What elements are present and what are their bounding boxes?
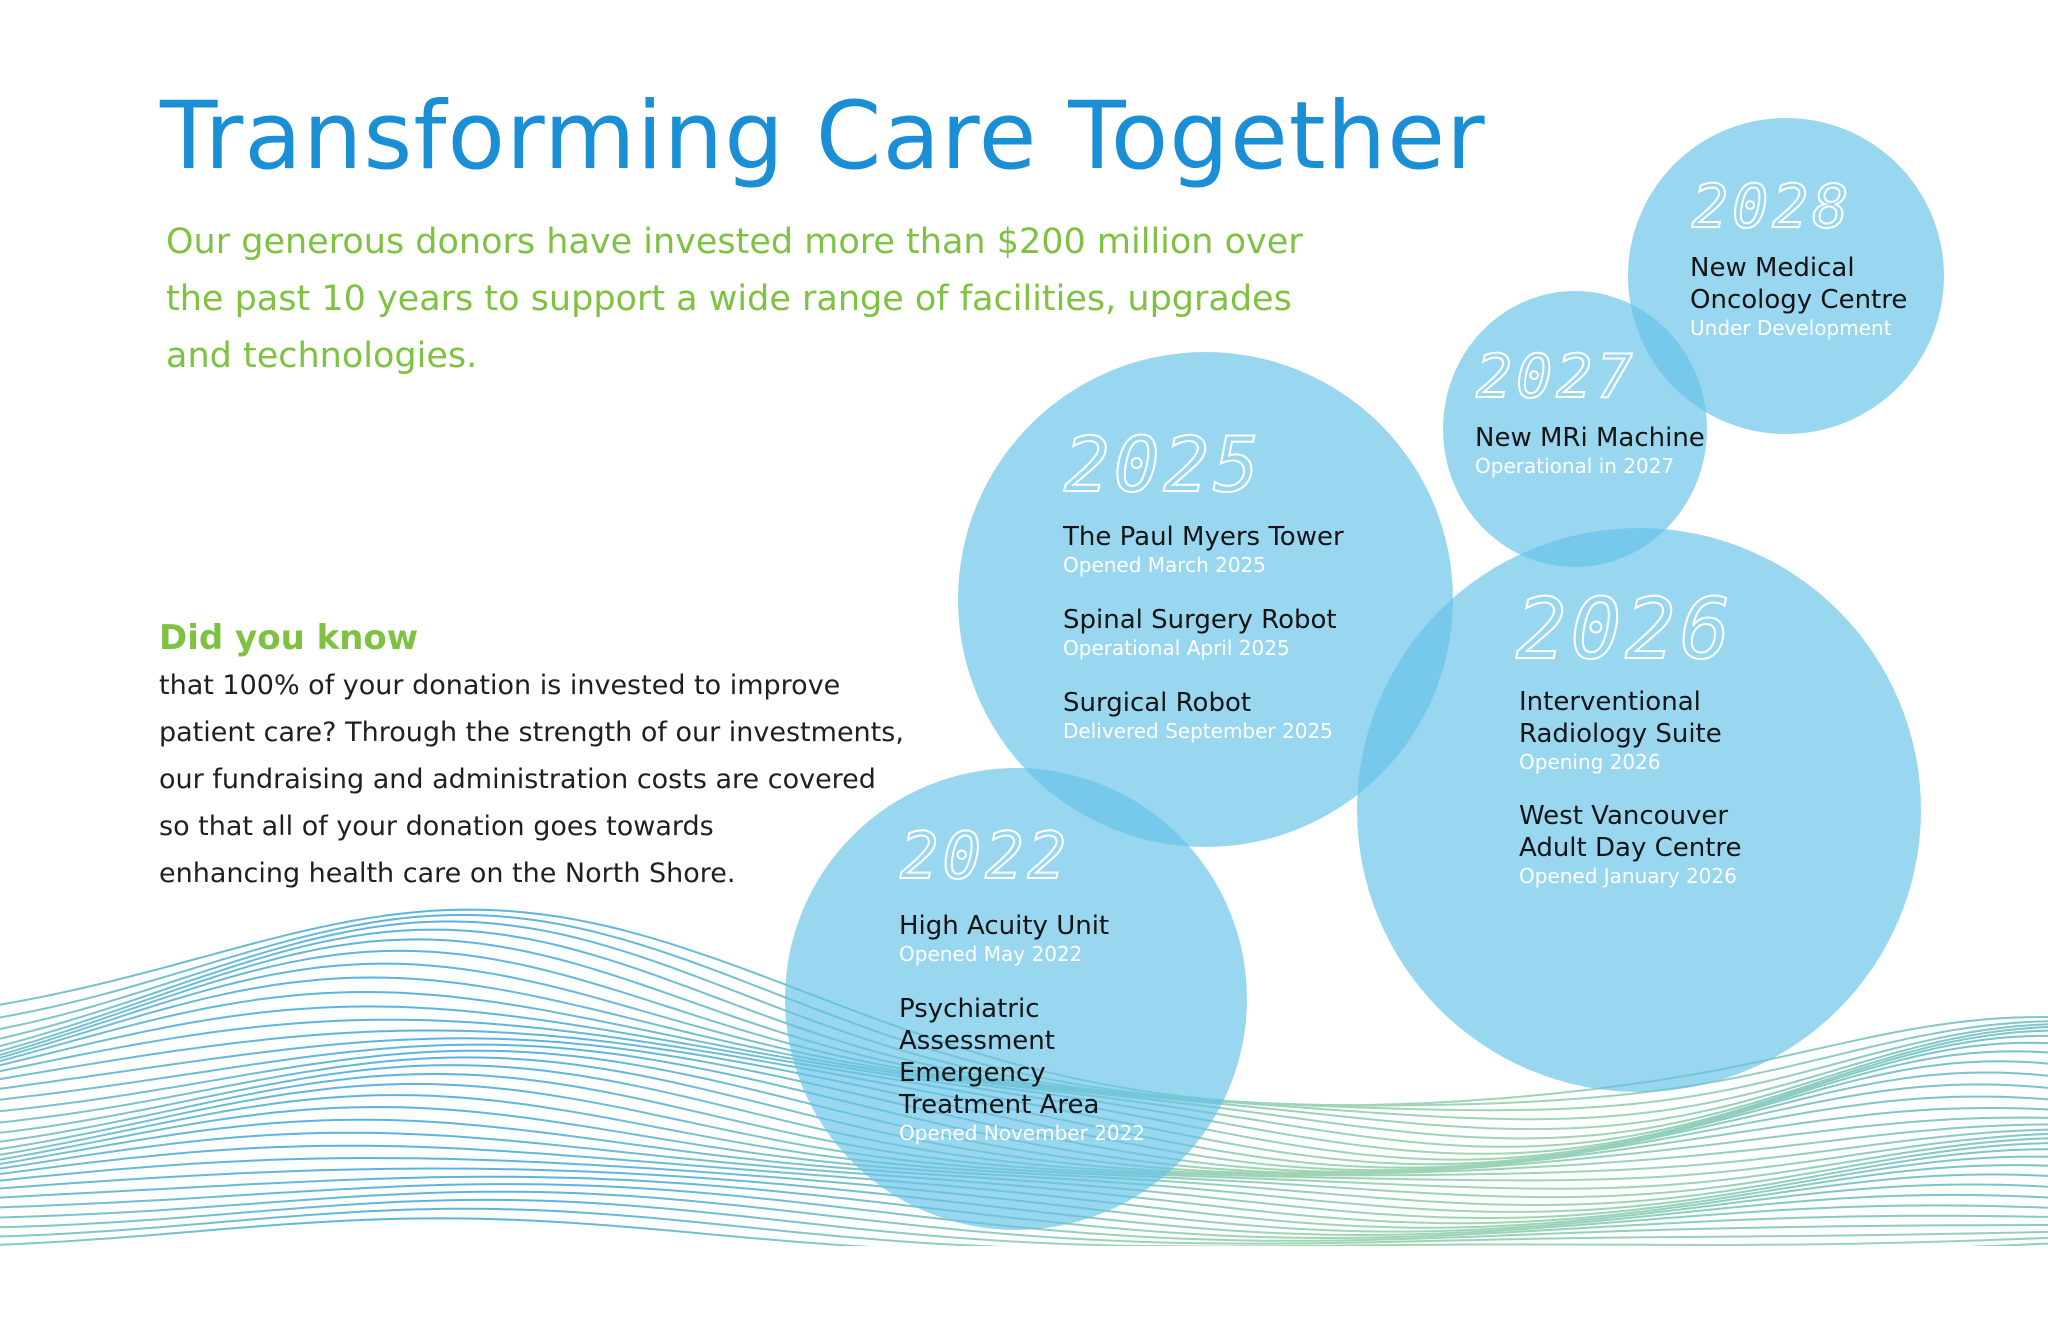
item-paul-myers-tower [1063,521,1344,577]
year-2022-label: 2022 [900,820,1071,894]
item-name-line: Interventional [1519,687,1701,717]
item-name-line: West Vancouver [1519,801,1729,831]
did-you-know-line: enhancing health care on the North Shore. [159,858,736,889]
item-name-line: Treatment Area [899,1090,1100,1120]
item-status: Under Development [1690,316,1892,340]
year-2026-label: 2026 [1516,580,1735,678]
item-name-line: Adult Day Centre [1519,833,1742,863]
item-interventional-radiology-suite [1519,686,1722,774]
year-2027-label: 2027 [1476,342,1637,412]
item-status: Opened May 2022 [899,942,1083,966]
item-name: High Acuity Unit [899,911,1110,941]
item-name [1519,686,1722,750]
item-name: New MRi Machine [1475,423,1705,453]
item-status: Operational April 2025 [1063,636,1290,660]
item-name [1519,800,1742,864]
item-spinal-surgery-robot [1063,604,1337,660]
item-name: Spinal Surgery Robot [1063,605,1337,635]
item-name-line: Assessment [899,1026,1055,1056]
item-new-mri-machine [1475,422,1705,478]
item-status: Operational in 2027 [1475,454,1675,478]
did-you-know-line: so that all of your donation goes towards [159,811,714,842]
item-name-line: New Medical [1690,253,1855,283]
item-name-line: Radiology Suite [1519,719,1722,749]
item-surgical-robot [1063,687,1333,743]
item-status: Opened January 2026 [1519,864,1737,888]
did-you-know-line: patient care? Through the strength of our investments, [159,717,904,748]
did-you-know-heading: Did you know [159,618,419,658]
item-new-medical-oncology-centre [1690,252,1907,340]
item-status: Opened November 2022 [899,1121,1146,1145]
item-name: The Paul Myers Tower [1063,522,1344,552]
item-status: Opened March 2025 [1063,553,1266,577]
page-subtitle: Our generous donors have invested more than $200 million over the past 10 years to support a wide range of facilities, upgrades and technologies. [166,222,1303,376]
item-high-acuity-unit [899,910,1109,966]
item-psychiatric-assessment-emergency-treatment-area [899,993,1145,1145]
did-you-know-line: our fundraising and administration costs are covered [159,764,876,795]
item-west-vancouver-adult-day-centre [1519,800,1742,888]
item-name [899,993,1145,1121]
item-name-line: Emergency [899,1058,1046,1088]
year-2025-label: 2025 [1064,420,1264,509]
item-name-line: Psychiatric [899,994,1040,1024]
year-2028-label: 2028 [1692,172,1853,242]
page-title: Transforming Care Together [160,82,1486,191]
item-name [1690,252,1907,316]
item-name: Surgical Robot [1063,688,1252,718]
did-you-know-line: that 100% of your donation is invested to improve [159,670,841,701]
item-status: Delivered September 2025 [1063,719,1333,743]
item-name-line: Oncology Centre [1690,285,1908,315]
item-status: Opening 2026 [1519,750,1661,774]
